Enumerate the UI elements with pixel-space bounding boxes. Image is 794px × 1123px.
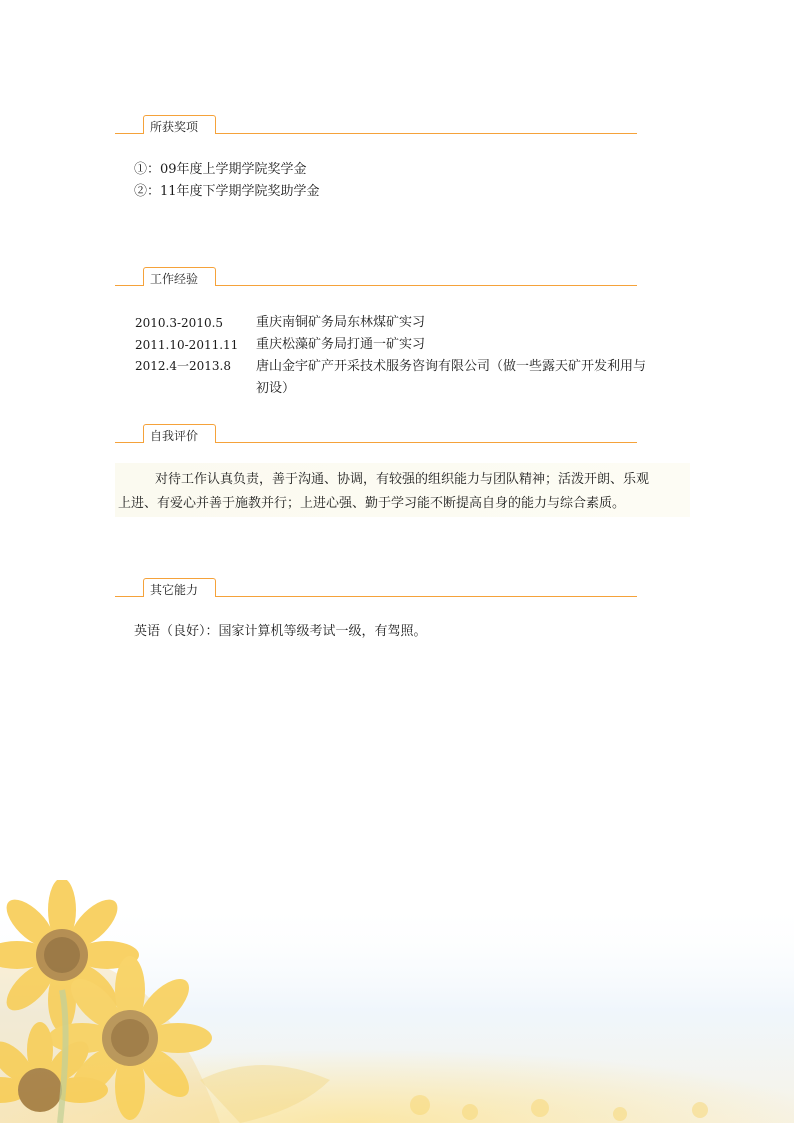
work-period: 2010.3-2010.5 <box>135 316 224 330</box>
self-evaluation-line: 对待工作认真负责，善于沟通、协调，有较强的组织能力与团队精神；活泼开朗、乐观 <box>155 472 650 487</box>
section-title: 工作经验 <box>150 272 199 286</box>
work-period: 2012.4一2013.8 <box>135 359 231 373</box>
section-title: 所获奖项 <box>150 120 199 134</box>
self-evaluation-line: 上进、有爱心并善于施教并行；上进心强、勤于学习能不断提高自身的能力与综合素质。 <box>118 496 626 511</box>
section-header-other <box>115 577 637 597</box>
section-header-work <box>115 266 637 286</box>
award-item: ②：11年度下学期学院奖助学金 <box>134 184 320 199</box>
other-abilities-text: 英语（良好）：国家计算机等级考试一级，有驾照。 <box>134 624 427 639</box>
sunflower-illustration <box>0 880 794 1123</box>
section-title: 其它能力 <box>150 583 199 597</box>
section-header-awards <box>115 114 637 134</box>
award-item: ①：09年度上学期学院奖学金 <box>134 162 307 177</box>
work-desc: 重庆南铜矿务局东林煤矿实习 <box>256 315 426 330</box>
work-desc: 唐山金宇矿产开采技术服务咨询有限公司（做一些露天矿开发利用与 <box>256 359 647 374</box>
section-title: 自我评价 <box>150 429 199 443</box>
work-desc: 重庆松藻矿务局打通一矿实习 <box>256 337 426 352</box>
work-desc-cont: 初设） <box>256 381 296 396</box>
section-header-self <box>115 423 637 443</box>
work-period: 2011.10-2011.11 <box>135 338 239 352</box>
